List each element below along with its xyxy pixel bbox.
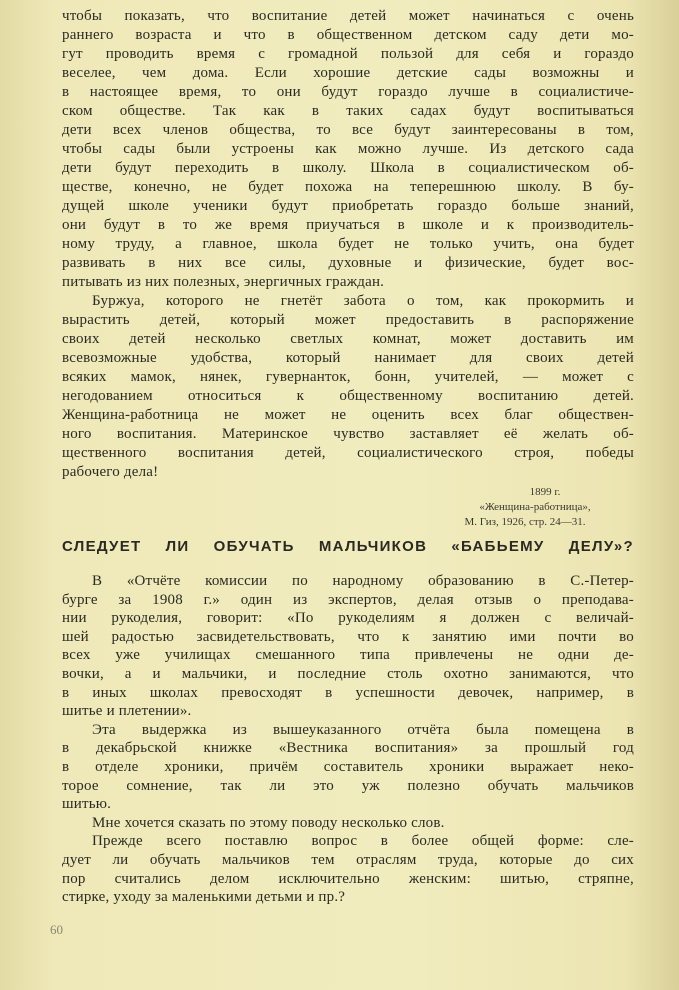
text-line: в иных школах превосходят в успешности девочек, например, в — [62, 684, 634, 701]
paragraph — [62, 832, 634, 906]
text-line: рабочего дела! — [62, 464, 159, 480]
citation-publisher: М. Гиз, 1926, стр. 24—31. — [464, 516, 586, 528]
paragraph — [62, 814, 634, 833]
text-line: шитье и плетении». — [62, 703, 192, 720]
text-line: они будут в то же время приучаться в школе и к производитель- — [62, 217, 634, 233]
text-line: дети будут переходить в школу. Школа в социалистическом об- — [62, 160, 634, 176]
text-line: пор считались делом исключительно женским: шитью, стряпне, — [62, 870, 634, 887]
text-line: вочки, а и мальчики, и последние столь охотно занимаются, что — [62, 665, 634, 682]
text-line: дует ли обучать мальчиков тем отраслям труда, которые до сих — [62, 851, 634, 868]
text-line: всяких мамок, нянек, гувернанток, бонн, учителей, — может с — [62, 369, 634, 385]
text-line: питывать из них полезных, энергичных граждан. — [62, 274, 385, 290]
text-line: в отделе хроники, причём составитель хроники выражает неко- — [62, 758, 634, 775]
text-line: стирке, уходу за маленькими детьми и пр.? — [62, 889, 346, 906]
text-line: в настоящее время, то они будут гораздо лучше в социалистиче- — [62, 84, 634, 100]
text-line: раннего возраста и что в общественном детском саду дети мо- — [62, 27, 634, 43]
text-line: бурге за 1908 г.» один из экспертов, делая отзыв о преподава- — [62, 591, 634, 608]
paragraph — [62, 7, 634, 292]
text-line: всевозможные удобства, который нанимает для своих детей — [62, 350, 634, 366]
text-line: нии рукоделия, говорит: «По рукоделиям я должен с величай- — [62, 610, 634, 627]
text-line: развивать в них все силы, духовные и физические, будет вос- — [62, 255, 634, 271]
citation — [400, 485, 630, 530]
text-line: Женщина-работница не может не оценить всех благ обществен- — [62, 407, 634, 423]
page-number: 60 — [50, 922, 63, 937]
text-line: Эта выдержка из вышеуказанного отчёта была помещена в — [92, 721, 634, 738]
text-line: чтобы показать, что воспитание детей может начинаться с очень — [62, 8, 634, 24]
text-line: ском обществе. Так как в таких садах будут воспитываться — [62, 103, 634, 119]
text-line: В «Отчёте комиссии по народному образованию в С.-Петер- — [92, 573, 634, 589]
text-line: вырастить детей, который может предоставить в распоряжение — [62, 312, 634, 328]
text-section-2 — [62, 572, 634, 907]
text-line: ного воспитания. Материнское чувство заставляет её желать об- — [62, 426, 634, 442]
text-line: гут проводить время с громадной пользой для себя и гораздо — [62, 46, 634, 62]
text-line: всех уже училищах смешанного типа привлечены не одни де- — [62, 647, 634, 664]
text-line: своих детей несколько светлых комнат, может доставить им — [62, 331, 634, 347]
text-section-1 — [62, 7, 634, 482]
text-line: Буржуа, которого не гнетёт забота о том, как прокормить и — [92, 293, 634, 309]
citation-year: 1899 г. — [529, 486, 561, 498]
text-line: дети всех членов общества, то все будут заинтересованы в том, — [62, 122, 634, 138]
text-line: Прежде всего поставлю вопрос в более общей форме: сле- — [92, 833, 634, 850]
text-line: негодованием относиться к общественному воспитанию детей. — [62, 388, 634, 404]
citation-source: «Женщина-работница», — [479, 501, 591, 513]
paragraph — [62, 721, 634, 814]
text-line: щественного воспитания детей, социалистического строя, победы — [62, 445, 634, 461]
text-line: дущей школе ученики будут приобретать гораздо больше знаний, — [62, 198, 634, 214]
paragraph — [62, 572, 634, 721]
paragraph — [62, 292, 634, 482]
text-line: ществе, конечно, не будет похожа на теперешнюю школу. В бу- — [62, 179, 634, 195]
text-line: в декабрьской книжке «Вестника воспитания» за прошлый год — [62, 740, 634, 757]
text-line: веселее, чем дома. Если хорошие детские сады возможны и — [62, 65, 634, 81]
text-line: шей радостью засвидетельствовать, что к занятию ими почти во — [62, 628, 634, 645]
text-line: торое сомнение, так ли это уж полезно обучать мальчиков — [62, 777, 634, 794]
section-heading: СЛЕДУЕТ ЛИ ОБУЧАТЬ МАЛЬЧИКОВ «БАБЬЕМУ ДЕЛУ»? — [62, 538, 634, 555]
text-line: ному труду, а главное, школа будет не только учить, она будет — [62, 236, 634, 252]
text-line: Мне хочется сказать по этому поводу несколько слов. — [92, 814, 445, 831]
text-line: чтобы сады были устроены как можно лучше. Из детского сада — [62, 141, 634, 157]
text-line: шитью. — [62, 796, 112, 813]
